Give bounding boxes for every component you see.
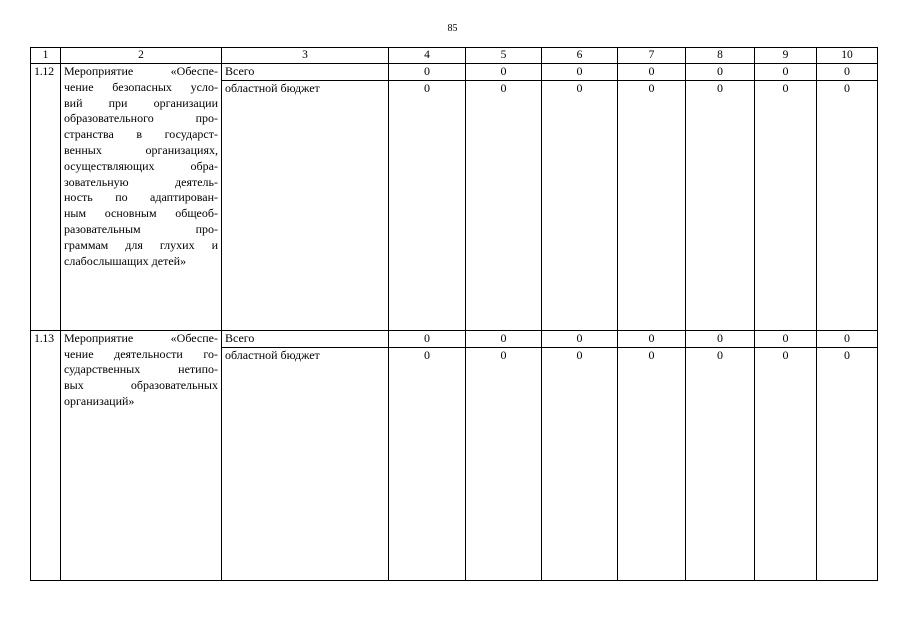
measure-description xyxy=(61,64,222,331)
header-cell-1: 1 xyxy=(31,48,61,64)
value-cell: 0 xyxy=(817,64,878,81)
funding-source: Всего xyxy=(222,330,389,347)
description-line: Мероприятие «Обеспе- xyxy=(64,64,218,78)
budget-table xyxy=(30,47,878,581)
measure-code: 1.13 xyxy=(31,330,61,580)
table-body xyxy=(31,48,878,581)
description-line: граммам для глухих и xyxy=(64,237,218,252)
value-cell: 0 xyxy=(817,330,878,347)
header-cell-5: 5 xyxy=(466,48,542,64)
header-cell-10: 10 xyxy=(817,48,878,64)
description-line: Мероприятие «Обеспе- xyxy=(64,330,218,345)
value-cell: 0 xyxy=(686,80,755,330)
value-cell: 0 xyxy=(817,347,878,580)
value-cell: 0 xyxy=(389,64,466,81)
value-cell: 0 xyxy=(755,80,817,330)
header-cell-6: 6 xyxy=(542,48,618,64)
value-cell: 0 xyxy=(389,330,466,347)
description-line: зовательную деятель- xyxy=(64,174,218,189)
funding-source: областной бюджет xyxy=(222,347,389,580)
value-cell: 0 xyxy=(686,347,755,580)
measure-row-1-13 xyxy=(31,330,878,347)
description-line: ность по адаптирован- xyxy=(64,190,218,205)
value-cell: 0 xyxy=(755,347,817,580)
value-cell: 0 xyxy=(618,64,686,81)
value-cell: 0 xyxy=(542,80,618,330)
description-line: организаций» xyxy=(64,393,135,408)
description-line: чение безопасных усло- xyxy=(64,79,218,94)
value-cell: 0 xyxy=(466,80,542,330)
value-cell: 0 xyxy=(686,330,755,347)
description-line: осуществляющих обра- xyxy=(64,158,218,173)
header-cell-2: 2 xyxy=(61,48,222,64)
value-cell: 0 xyxy=(466,347,542,580)
description-line: образовательного про- xyxy=(64,111,218,126)
value-cell: 0 xyxy=(618,330,686,347)
description-line: ным основным общеоб- xyxy=(64,206,218,221)
funding-source: Всего xyxy=(222,64,389,81)
measure-description xyxy=(61,330,222,580)
value-cell: 0 xyxy=(686,64,755,81)
value-cell: 0 xyxy=(618,347,686,580)
page-number: 85 xyxy=(447,23,458,34)
value-cell: 0 xyxy=(755,330,817,347)
value-cell: 0 xyxy=(817,80,878,330)
value-cell: 0 xyxy=(542,347,618,580)
value-cell: 0 xyxy=(618,80,686,330)
funding-source: областной бюджет xyxy=(222,80,389,330)
header-cell-9: 9 xyxy=(755,48,817,64)
value-cell: 0 xyxy=(389,80,466,330)
description-line: чение деятельности го- xyxy=(64,346,218,361)
description-line: странства в государст- xyxy=(64,127,218,142)
value-cell: 0 xyxy=(466,330,542,347)
value-cell: 0 xyxy=(542,330,618,347)
description-line: вых образовательных xyxy=(64,378,218,393)
description-line: разовательным про- xyxy=(64,221,218,236)
value-cell: 0 xyxy=(389,347,466,580)
header-cell-4: 4 xyxy=(389,48,466,64)
description-line: вий при организации xyxy=(64,95,218,110)
description-line: сударственных нетипо- xyxy=(64,362,218,377)
value-cell: 0 xyxy=(755,64,817,81)
description-line: венных организациях, xyxy=(64,142,218,157)
header-cell-7: 7 xyxy=(618,48,686,64)
header-cell-3: 3 xyxy=(222,48,389,64)
description-line: слабослышащих детей» xyxy=(64,253,187,268)
header-cell-8: 8 xyxy=(686,48,755,64)
header-row xyxy=(31,48,878,64)
value-cell: 0 xyxy=(542,64,618,81)
measure-row-1-12 xyxy=(31,64,878,81)
value-cell: 0 xyxy=(466,64,542,81)
measure-code: 1.12 xyxy=(31,64,61,331)
